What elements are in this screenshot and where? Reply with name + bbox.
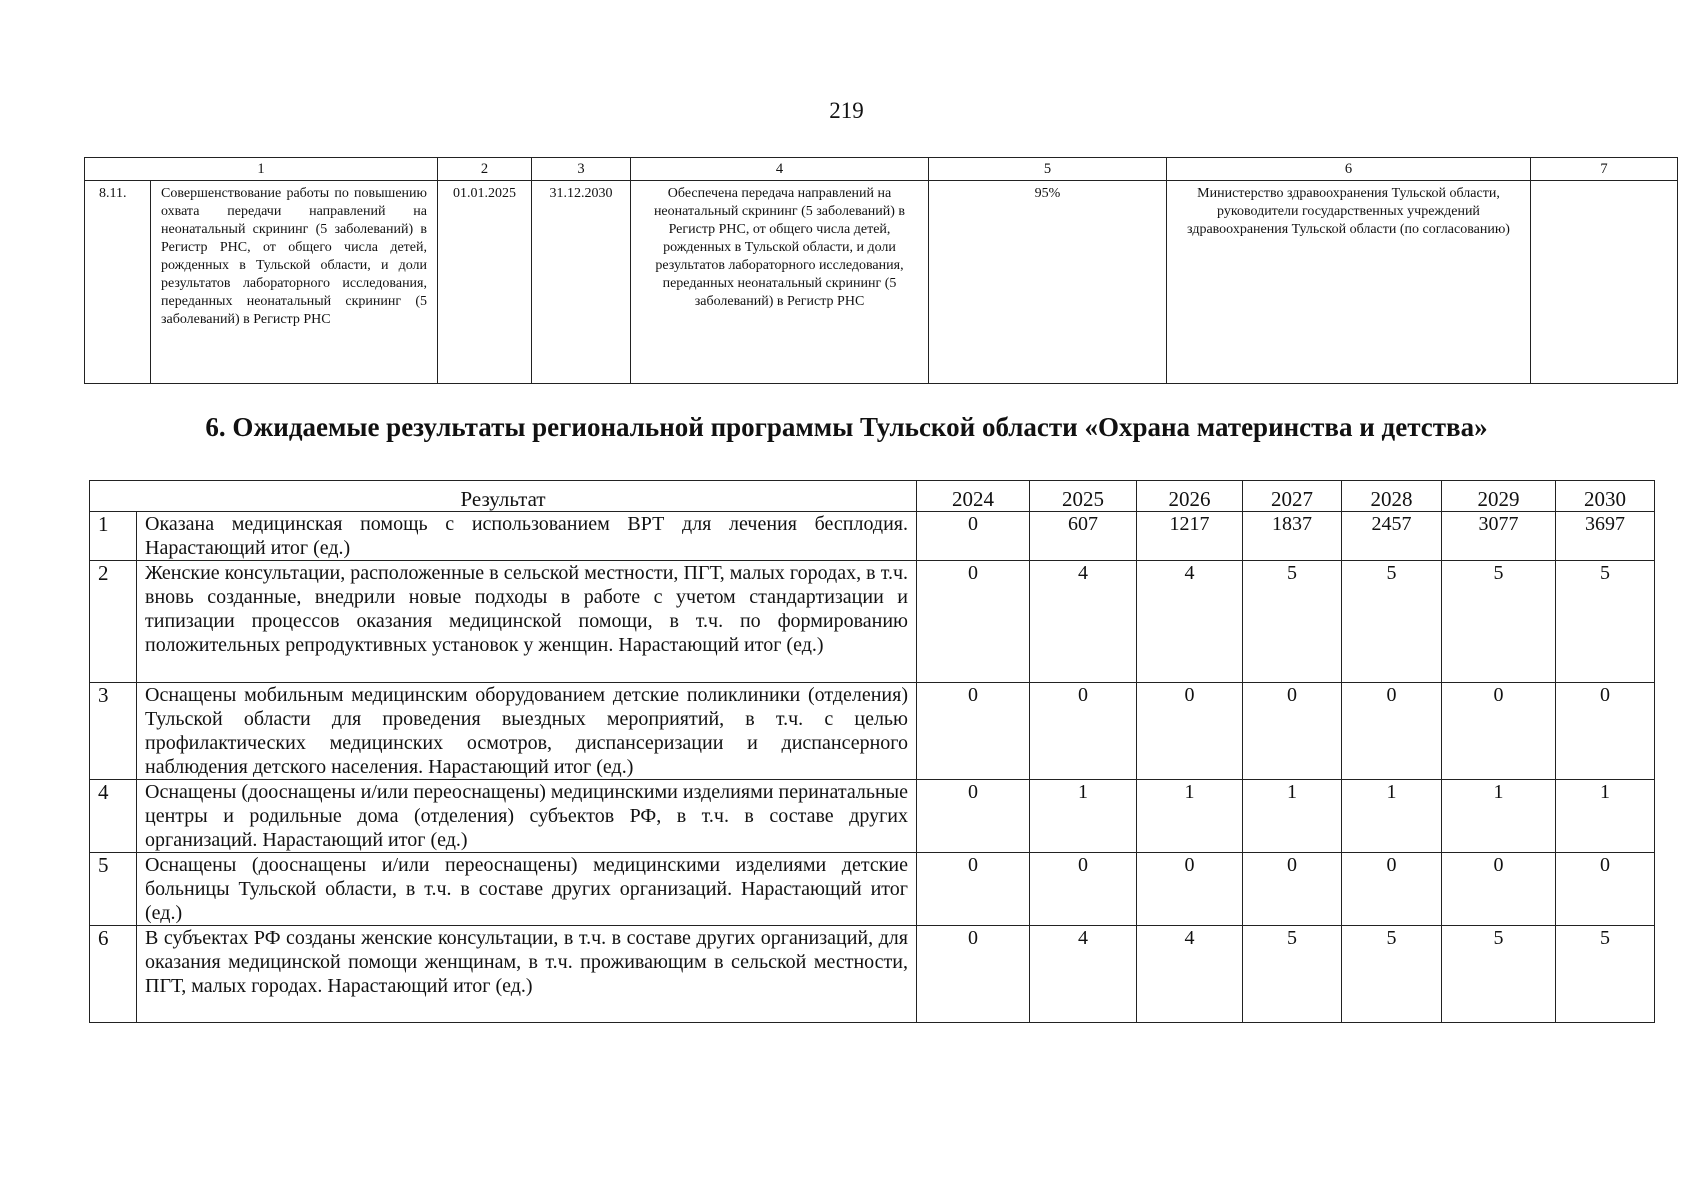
row-result-text: Оснащены (дооснащены и/или переоснащены) медицинскими изделиями перинатальные центры и родильные дома (отделения) субъектов РФ, в т.ч. в составе других организаций. Нарастающий итог (ед.) [137,780,917,853]
page-number: 219 [829,98,864,123]
row-value: 4 [1137,926,1243,1023]
table-row [90,512,1655,561]
year-header-2030: 2030 [1556,481,1655,512]
row-result-text: Женские консультации, расположенные в сельской местности, ПГТ, малых городах, в т.ч. вновь созданные, внедрили новые подходы в работе с учетом стандартизации и типизации процессов оказания медицинской помощи, в т.ч. по формированию положительных репродуктивных установок у женщин. Нарастающий итог (ед.) [137,561,917,683]
row-value: 5 [1442,561,1556,683]
row-value: 4 [1137,561,1243,683]
row-value: 0 [1243,683,1342,780]
row-result-text: Оказана медицинская помощь с использованием ВРТ для лечения бесплодия. Нарастающий итог (ед.) [137,512,917,561]
header-cell: 7 [1531,158,1678,181]
row-index: 6 [90,926,137,1023]
row-value: 4 [1030,926,1137,1023]
row-value: 0 [1243,853,1342,926]
header-cell: 6 [1167,158,1531,181]
activity-result: Обеспечена передача направлений на неонатальный скрининг (5 заболеваний) в Регистр РНС, от общего числа детей, рожденных в Тульской области, и доли результатов лабораторного исследования, переданных неонатальный скрининг (5 заболеваний) в Регистр РНС [631,181,929,384]
row-value: 1217 [1137,512,1243,561]
row-value: 0 [917,683,1030,780]
row-value: 0 [917,780,1030,853]
activity-col7 [1531,181,1678,384]
row-value: 0 [1442,853,1556,926]
row-index: 3 [90,683,137,780]
row-index: 5 [90,853,137,926]
activity-value: 95% [929,181,1167,384]
header-cell: 5 [929,158,1167,181]
row-value: 3697 [1556,512,1655,561]
row-value: 2457 [1342,512,1442,561]
table-row [90,561,1655,683]
row-result-text: В субъектах РФ созданы женские консультации, в т.ч. в составе других организаций, для оказания медицинской помощи женщинам, в т.ч. проживающим в сельской местности, ПГТ, малых городах. Нарастающий итог (ед.) [137,926,917,1023]
row-value: 0 [917,853,1030,926]
table-row [90,780,1655,853]
row-value: 1 [1243,780,1342,853]
row-value: 0 [1556,683,1655,780]
row-result-text: Оснащены (дооснащены и/или переоснащены) медицинскими изделиями детские больницы Тульской области, в т.ч. в составе других организаций. Нарастающий итог (ед.) [137,853,917,926]
activity-description: Совершенствование работы по повышению охвата передачи направлений на неонатальный скрининг (5 заболеваний) в Регистр РНС, от общего числа детей, рожденных в Тульской области, и доли результатов лабораторного исследования, переданных неонатальный скрининг (5 заболеваний) в Регистр РНС [151,181,438,384]
row-index: 4 [90,780,137,853]
row-value: 0 [1137,853,1243,926]
table-row [90,683,1655,780]
year-header-2027: 2027 [1243,481,1342,512]
row-value: 1 [1030,780,1137,853]
row-value: 1 [1442,780,1556,853]
row-value: 3077 [1442,512,1556,561]
row-index: 1 [90,512,137,561]
activity-row [85,181,1678,384]
row-index: 2 [90,561,137,683]
activity-responsible: Министерство здравоохранения Тульской области, руководители государственных учреждений здравоохранения Тульской области (по согласованию) [1167,181,1531,384]
year-header-2029: 2029 [1442,481,1556,512]
year-header-2026: 2026 [1137,481,1243,512]
row-value: 5 [1243,926,1342,1023]
header-cell: 1 [85,158,438,181]
end-date: 31.12.2030 [532,181,631,384]
year-header-2024: 2024 [917,481,1030,512]
row-value: 0 [917,926,1030,1023]
row-value: 0 [1442,683,1556,780]
results-table [89,480,1655,1023]
row-value: 0 [1137,683,1243,780]
start-date: 01.01.2025 [438,181,532,384]
row-value: 5 [1556,561,1655,683]
row-value: 5 [1556,926,1655,1023]
activity-table-header [85,158,1678,181]
row-value: 0 [1030,683,1137,780]
row-value: 5 [1243,561,1342,683]
results-header [90,481,1655,512]
row-result-text: Оснащены мобильным медицинским оборудованием детские поликлиники (отделения) Тульской области для проведения выездных мероприятий, в т.ч. с целью профилактических медицинских осмотров, диспансеризации и диспансерного наблюдения детского населения. Нарастающий итог (ед.) [137,683,917,780]
row-value: 5 [1342,561,1442,683]
row-value: 0 [917,561,1030,683]
row-value: 4 [1030,561,1137,683]
activity-table [84,157,1678,384]
row-value: 1 [1137,780,1243,853]
row-value: 1837 [1243,512,1342,561]
row-value: 1 [1556,780,1655,853]
year-header-2025: 2025 [1030,481,1137,512]
header-cell: 2 [438,158,532,181]
table-row [90,926,1655,1023]
row-value: 0 [1342,853,1442,926]
header-cell: 4 [631,158,929,181]
row-value: 5 [1442,926,1556,1023]
row-value: 0 [1556,853,1655,926]
year-header-2028: 2028 [1342,481,1442,512]
result-header-cell: Результат [90,481,917,512]
header-cell: 3 [532,158,631,181]
row-value: 0 [1030,853,1137,926]
activity-number: 8.11. [85,181,151,384]
row-value: 0 [917,512,1030,561]
table-row [90,853,1655,926]
row-value: 1 [1342,780,1442,853]
section-title: 6. Ожидаемые результаты региональной программы Тульской области «Охрана материнства и детства» [205,412,1488,442]
row-value: 607 [1030,512,1137,561]
row-value: 0 [1342,683,1442,780]
row-value: 5 [1342,926,1442,1023]
